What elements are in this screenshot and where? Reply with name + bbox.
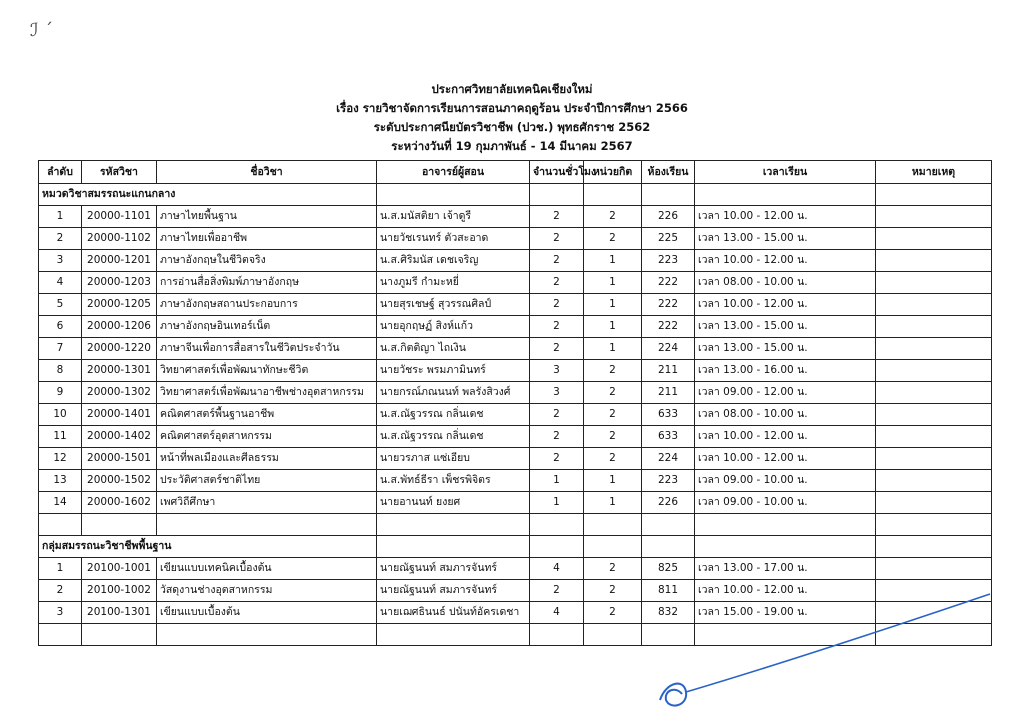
cell-time: เวลา 10.00 - 12.00 น. xyxy=(695,426,876,448)
table-row xyxy=(39,426,992,448)
cell-name: คณิตศาสตร์พื้นฐานอาชีพ xyxy=(157,404,377,426)
cell-code: 20000-1101 xyxy=(82,206,157,228)
table-row xyxy=(39,206,992,228)
cell-no: 3 xyxy=(39,602,82,624)
cell-code: 20000-1102 xyxy=(82,228,157,250)
cell-note xyxy=(876,492,992,514)
cell-time: เวลา 08.00 - 10.00 น. xyxy=(695,404,876,426)
cell-note xyxy=(876,404,992,426)
cell-name: ภาษาจีนเพื่อการสื่อสารในชีวิตประจำวัน xyxy=(157,338,377,360)
col-header-room: ห้องเรียน xyxy=(642,161,695,184)
cell-name: เขียนแบบเทคนิคเบื้องต้น xyxy=(157,558,377,580)
cell-hours: 2 xyxy=(530,272,584,294)
cell-hours: 2 xyxy=(530,426,584,448)
table-row xyxy=(39,360,992,382)
cell-code: 20100-1001 xyxy=(82,558,157,580)
cell-no: 9 xyxy=(39,382,82,404)
cell-time: เวลา 13.00 - 15.00 น. xyxy=(695,338,876,360)
cell-room: 633 xyxy=(642,404,695,426)
cell-teacher: นายณัฐนนท์ สมภารจันทร์ xyxy=(377,558,530,580)
cell-no: 13 xyxy=(39,470,82,492)
cell-room: 222 xyxy=(642,316,695,338)
section-row xyxy=(39,184,992,206)
table-row xyxy=(39,558,992,580)
table-body xyxy=(39,184,992,646)
cell-note xyxy=(876,360,992,382)
cell-teacher: นายอานนท์ ยงยศ xyxy=(377,492,530,514)
cell-room: 825 xyxy=(642,558,695,580)
cell-no: 2 xyxy=(39,228,82,250)
cell-code: 20000-1501 xyxy=(82,448,157,470)
col-header-teacher: อาจารย์ผู้สอน xyxy=(377,161,530,184)
cell-credits: 1 xyxy=(584,272,642,294)
header-subject: เรื่อง รายวิชาจัดการเรียนการสอนภาคฤดูร้อน ประจำปีการศึกษา 2566 xyxy=(336,101,688,115)
col-header-no: ลำดับ xyxy=(39,161,82,184)
cell-code: 20000-1203 xyxy=(82,272,157,294)
cell-room: 224 xyxy=(642,338,695,360)
cell-room: 223 xyxy=(642,470,695,492)
cell-time: เวลา 15.00 - 19.00 น. xyxy=(695,602,876,624)
table-row xyxy=(39,338,992,360)
cell-name: การอ่านสื่อสิ่งพิมพ์ภาษาอังกฤษ xyxy=(157,272,377,294)
col-header-name: ชื่อวิชา xyxy=(157,161,377,184)
cell-room: 633 xyxy=(642,426,695,448)
cell-name: ประวัติศาสตร์ชาติไทย xyxy=(157,470,377,492)
cell-teacher: นายเฌศธินนธ์ ปนันท์อัครเดชา xyxy=(377,602,530,624)
table-row xyxy=(39,272,992,294)
cell-room: 222 xyxy=(642,294,695,316)
cell-hours: 4 xyxy=(530,558,584,580)
cell-no: 12 xyxy=(39,448,82,470)
cell-hours: 2 xyxy=(530,228,584,250)
cell-name: เพศวิถีศึกษา xyxy=(157,492,377,514)
col-header-time: เวลาเรียน xyxy=(695,161,876,184)
document-header xyxy=(0,80,1024,156)
cell-no: 7 xyxy=(39,338,82,360)
cell-name: วิทยาศาสตร์เพื่อพัฒนาทักษะชีวิต xyxy=(157,360,377,382)
cell-code: 20000-1205 xyxy=(82,294,157,316)
cell-code: 20000-1206 xyxy=(82,316,157,338)
cell-note xyxy=(876,558,992,580)
cell-credits: 2 xyxy=(584,558,642,580)
cell-teacher: น.ส.ณัฐวรรณ กลิ่นเดช xyxy=(377,426,530,448)
cell-no: 8 xyxy=(39,360,82,382)
cell-time: เวลา 10.00 - 12.00 น. xyxy=(695,448,876,470)
cell-no: 10 xyxy=(39,404,82,426)
cell-teacher: นายณัฐนนท์ สมภารจันทร์ xyxy=(377,580,530,602)
cell-credits: 1 xyxy=(584,470,642,492)
cell-note xyxy=(876,470,992,492)
cell-no: 2 xyxy=(39,580,82,602)
cell-no: 1 xyxy=(39,206,82,228)
cell-note xyxy=(876,272,992,294)
cell-code: 20000-1402 xyxy=(82,426,157,448)
cell-note xyxy=(876,338,992,360)
section-title: หมวดวิชาสมรรถนะแกนกลาง xyxy=(39,184,377,206)
scan-mark: ℐ ˊ xyxy=(30,20,54,41)
table-row xyxy=(39,228,992,250)
section-row xyxy=(39,536,992,558)
cell-code: 20000-1401 xyxy=(82,404,157,426)
table-row xyxy=(39,492,992,514)
cell-name: คณิตศาสตร์อุตสาหกรรม xyxy=(157,426,377,448)
cell-credits: 2 xyxy=(584,404,642,426)
cell-credits: 2 xyxy=(584,602,642,624)
cell-name: ภาษาไทยเพื่ออาชีพ xyxy=(157,228,377,250)
col-header-note: หมายเหตุ xyxy=(876,161,992,184)
col-header-code: รหัสวิชา xyxy=(82,161,157,184)
cell-hours: 3 xyxy=(530,360,584,382)
cell-teacher: น.ส.กิตติญา ไถเงิน xyxy=(377,338,530,360)
cell-teacher: น.ส.พัทธ์ธีรา เพ็ชรพิจิตร xyxy=(377,470,530,492)
header-title: ประกาศวิทยาลัยเทคนิคเชียงใหม่ xyxy=(431,82,593,96)
cell-no: 5 xyxy=(39,294,82,316)
cell-name: ภาษาไทยพื้นฐาน xyxy=(157,206,377,228)
cell-name: วิทยาศาสตร์เพื่อพัฒนาอาชีพช่างอุตสาหกรรม xyxy=(157,382,377,404)
cell-time: เวลา 13.00 - 17.00 น. xyxy=(695,558,876,580)
cell-name: วัสดุงานช่างอุตสาหกรรม xyxy=(157,580,377,602)
cell-room: 222 xyxy=(642,272,695,294)
table-row xyxy=(39,316,992,338)
cell-room: 225 xyxy=(642,228,695,250)
cell-time: เวลา 13.00 - 15.00 น. xyxy=(695,228,876,250)
cell-teacher: นายวัชเรนทร์ ตัวสะอาด xyxy=(377,228,530,250)
header-period: ระหว่างวันที่ 19 กุมภาพันธ์ - 14 มีนาคม 2567 xyxy=(391,139,633,153)
cell-hours: 2 xyxy=(530,338,584,360)
cell-code: 20000-1502 xyxy=(82,470,157,492)
cell-name: ภาษาอังกฤษสถานประกอบการ xyxy=(157,294,377,316)
header-level: ระดับประกาศนียบัตรวิชาชีพ (ปวช.) พุทธศักราช 2562 xyxy=(373,120,651,134)
col-header-hours: จำนวนชั่วโมง xyxy=(530,161,584,184)
cell-time: เวลา 10.00 - 12.00 น. xyxy=(695,250,876,272)
cell-room: 223 xyxy=(642,250,695,272)
cell-time: เวลา 10.00 - 12.00 น. xyxy=(695,580,876,602)
cell-note xyxy=(876,206,992,228)
col-header-credits: หน่วยกิต xyxy=(584,161,642,184)
cell-note xyxy=(876,250,992,272)
cell-code: 20000-1302 xyxy=(82,382,157,404)
cell-hours: 3 xyxy=(530,382,584,404)
cell-hours: 2 xyxy=(530,580,584,602)
cell-code: 20000-1602 xyxy=(82,492,157,514)
cell-code: 20000-1201 xyxy=(82,250,157,272)
cell-code: 20100-1002 xyxy=(82,580,157,602)
signature-image xyxy=(640,590,1000,720)
table-row xyxy=(39,382,992,404)
cell-room: 226 xyxy=(642,206,695,228)
cell-note xyxy=(876,382,992,404)
cell-teacher: นายกรณ์ภณนนท์ พลรังสิวงศ์ xyxy=(377,382,530,404)
cell-credits: 2 xyxy=(584,382,642,404)
cell-hours: 2 xyxy=(530,448,584,470)
cell-time: เวลา 10.00 - 12.00 น. xyxy=(695,206,876,228)
table-header-row xyxy=(39,161,992,184)
cell-teacher: น.ส.ณัฐวรรณ กลิ่นเดช xyxy=(377,404,530,426)
cell-credits: 2 xyxy=(584,360,642,382)
cell-note xyxy=(876,316,992,338)
cell-no: 4 xyxy=(39,272,82,294)
cell-code: 20000-1301 xyxy=(82,360,157,382)
cell-hours: 2 xyxy=(530,250,584,272)
cell-name: ภาษาอังกฤษอินเทอร์เน็ต xyxy=(157,316,377,338)
cell-note xyxy=(876,448,992,470)
cell-code: 20100-1301 xyxy=(82,602,157,624)
cell-room: 211 xyxy=(642,382,695,404)
cell-credits: 1 xyxy=(584,316,642,338)
cell-credits: 1 xyxy=(584,294,642,316)
cell-credits: 2 xyxy=(584,580,642,602)
cell-credits: 2 xyxy=(584,206,642,228)
cell-time: เวลา 09.00 - 10.00 น. xyxy=(695,492,876,514)
cell-code: 20000-1220 xyxy=(82,338,157,360)
cell-teacher: นายอุกฤษฏ์ สิงห์แก้ว xyxy=(377,316,530,338)
cell-room: 224 xyxy=(642,448,695,470)
cell-teacher: น.ส.ศิริมนัส เดชเจริญ xyxy=(377,250,530,272)
cell-teacher: นายวรภาส แซ่เอียบ xyxy=(377,448,530,470)
cell-name: ภาษาอังกฤษในชีวิตจริง xyxy=(157,250,377,272)
cell-no: 11 xyxy=(39,426,82,448)
cell-time: เวลา 13.00 - 16.00 น. xyxy=(695,360,876,382)
schedule-table xyxy=(38,160,992,646)
cell-note xyxy=(876,228,992,250)
cell-name: หน้าที่พลเมืองและศีลธรรม xyxy=(157,448,377,470)
table-row xyxy=(39,294,992,316)
cell-credits: 2 xyxy=(584,228,642,250)
cell-credits: 2 xyxy=(584,426,642,448)
cell-credits: 1 xyxy=(584,250,642,272)
cell-no: 3 xyxy=(39,250,82,272)
table-row xyxy=(39,404,992,426)
cell-teacher: นายสุรเชษฐ์ สุวรรณศิลป์ xyxy=(377,294,530,316)
cell-time: เวลา 13.00 - 15.00 น. xyxy=(695,316,876,338)
cell-note xyxy=(876,294,992,316)
cell-room: 226 xyxy=(642,492,695,514)
blank-row xyxy=(39,514,992,536)
cell-time: เวลา 09.00 - 12.00 น. xyxy=(695,382,876,404)
cell-hours: 2 xyxy=(530,294,584,316)
cell-teacher: นางภูมรี กำมะหยี่ xyxy=(377,272,530,294)
cell-time: เวลา 08.00 - 10.00 น. xyxy=(695,272,876,294)
cell-no: 6 xyxy=(39,316,82,338)
cell-hours: 1 xyxy=(530,492,584,514)
cell-hours: 4 xyxy=(530,602,584,624)
section-title: กลุ่มสมรรถนะวิชาชีพพื้นฐาน xyxy=(39,536,377,558)
cell-teacher: นายวัชระ พรมภามินทร์ xyxy=(377,360,530,382)
cell-credits: 1 xyxy=(584,492,642,514)
table-row xyxy=(39,470,992,492)
cell-hours: 2 xyxy=(530,404,584,426)
cell-hours: 1 xyxy=(530,470,584,492)
cell-time: เวลา 09.00 - 10.00 น. xyxy=(695,470,876,492)
cell-time: เวลา 10.00 - 12.00 น. xyxy=(695,294,876,316)
table-row xyxy=(39,250,992,272)
cell-credits: 1 xyxy=(584,338,642,360)
cell-hours: 2 xyxy=(530,316,584,338)
cell-note xyxy=(876,426,992,448)
cell-credits: 2 xyxy=(584,448,642,470)
cell-teacher: น.ส.มนัสติยา เจ้าดูรี xyxy=(377,206,530,228)
cell-hours: 2 xyxy=(530,206,584,228)
table-row xyxy=(39,448,992,470)
cell-no: 14 xyxy=(39,492,82,514)
cell-room: 811 xyxy=(642,580,695,602)
cell-name: เขียนแบบเบื้องต้น xyxy=(157,602,377,624)
cell-room: 832 xyxy=(642,602,695,624)
cell-no: 1 xyxy=(39,558,82,580)
cell-room: 211 xyxy=(642,360,695,382)
